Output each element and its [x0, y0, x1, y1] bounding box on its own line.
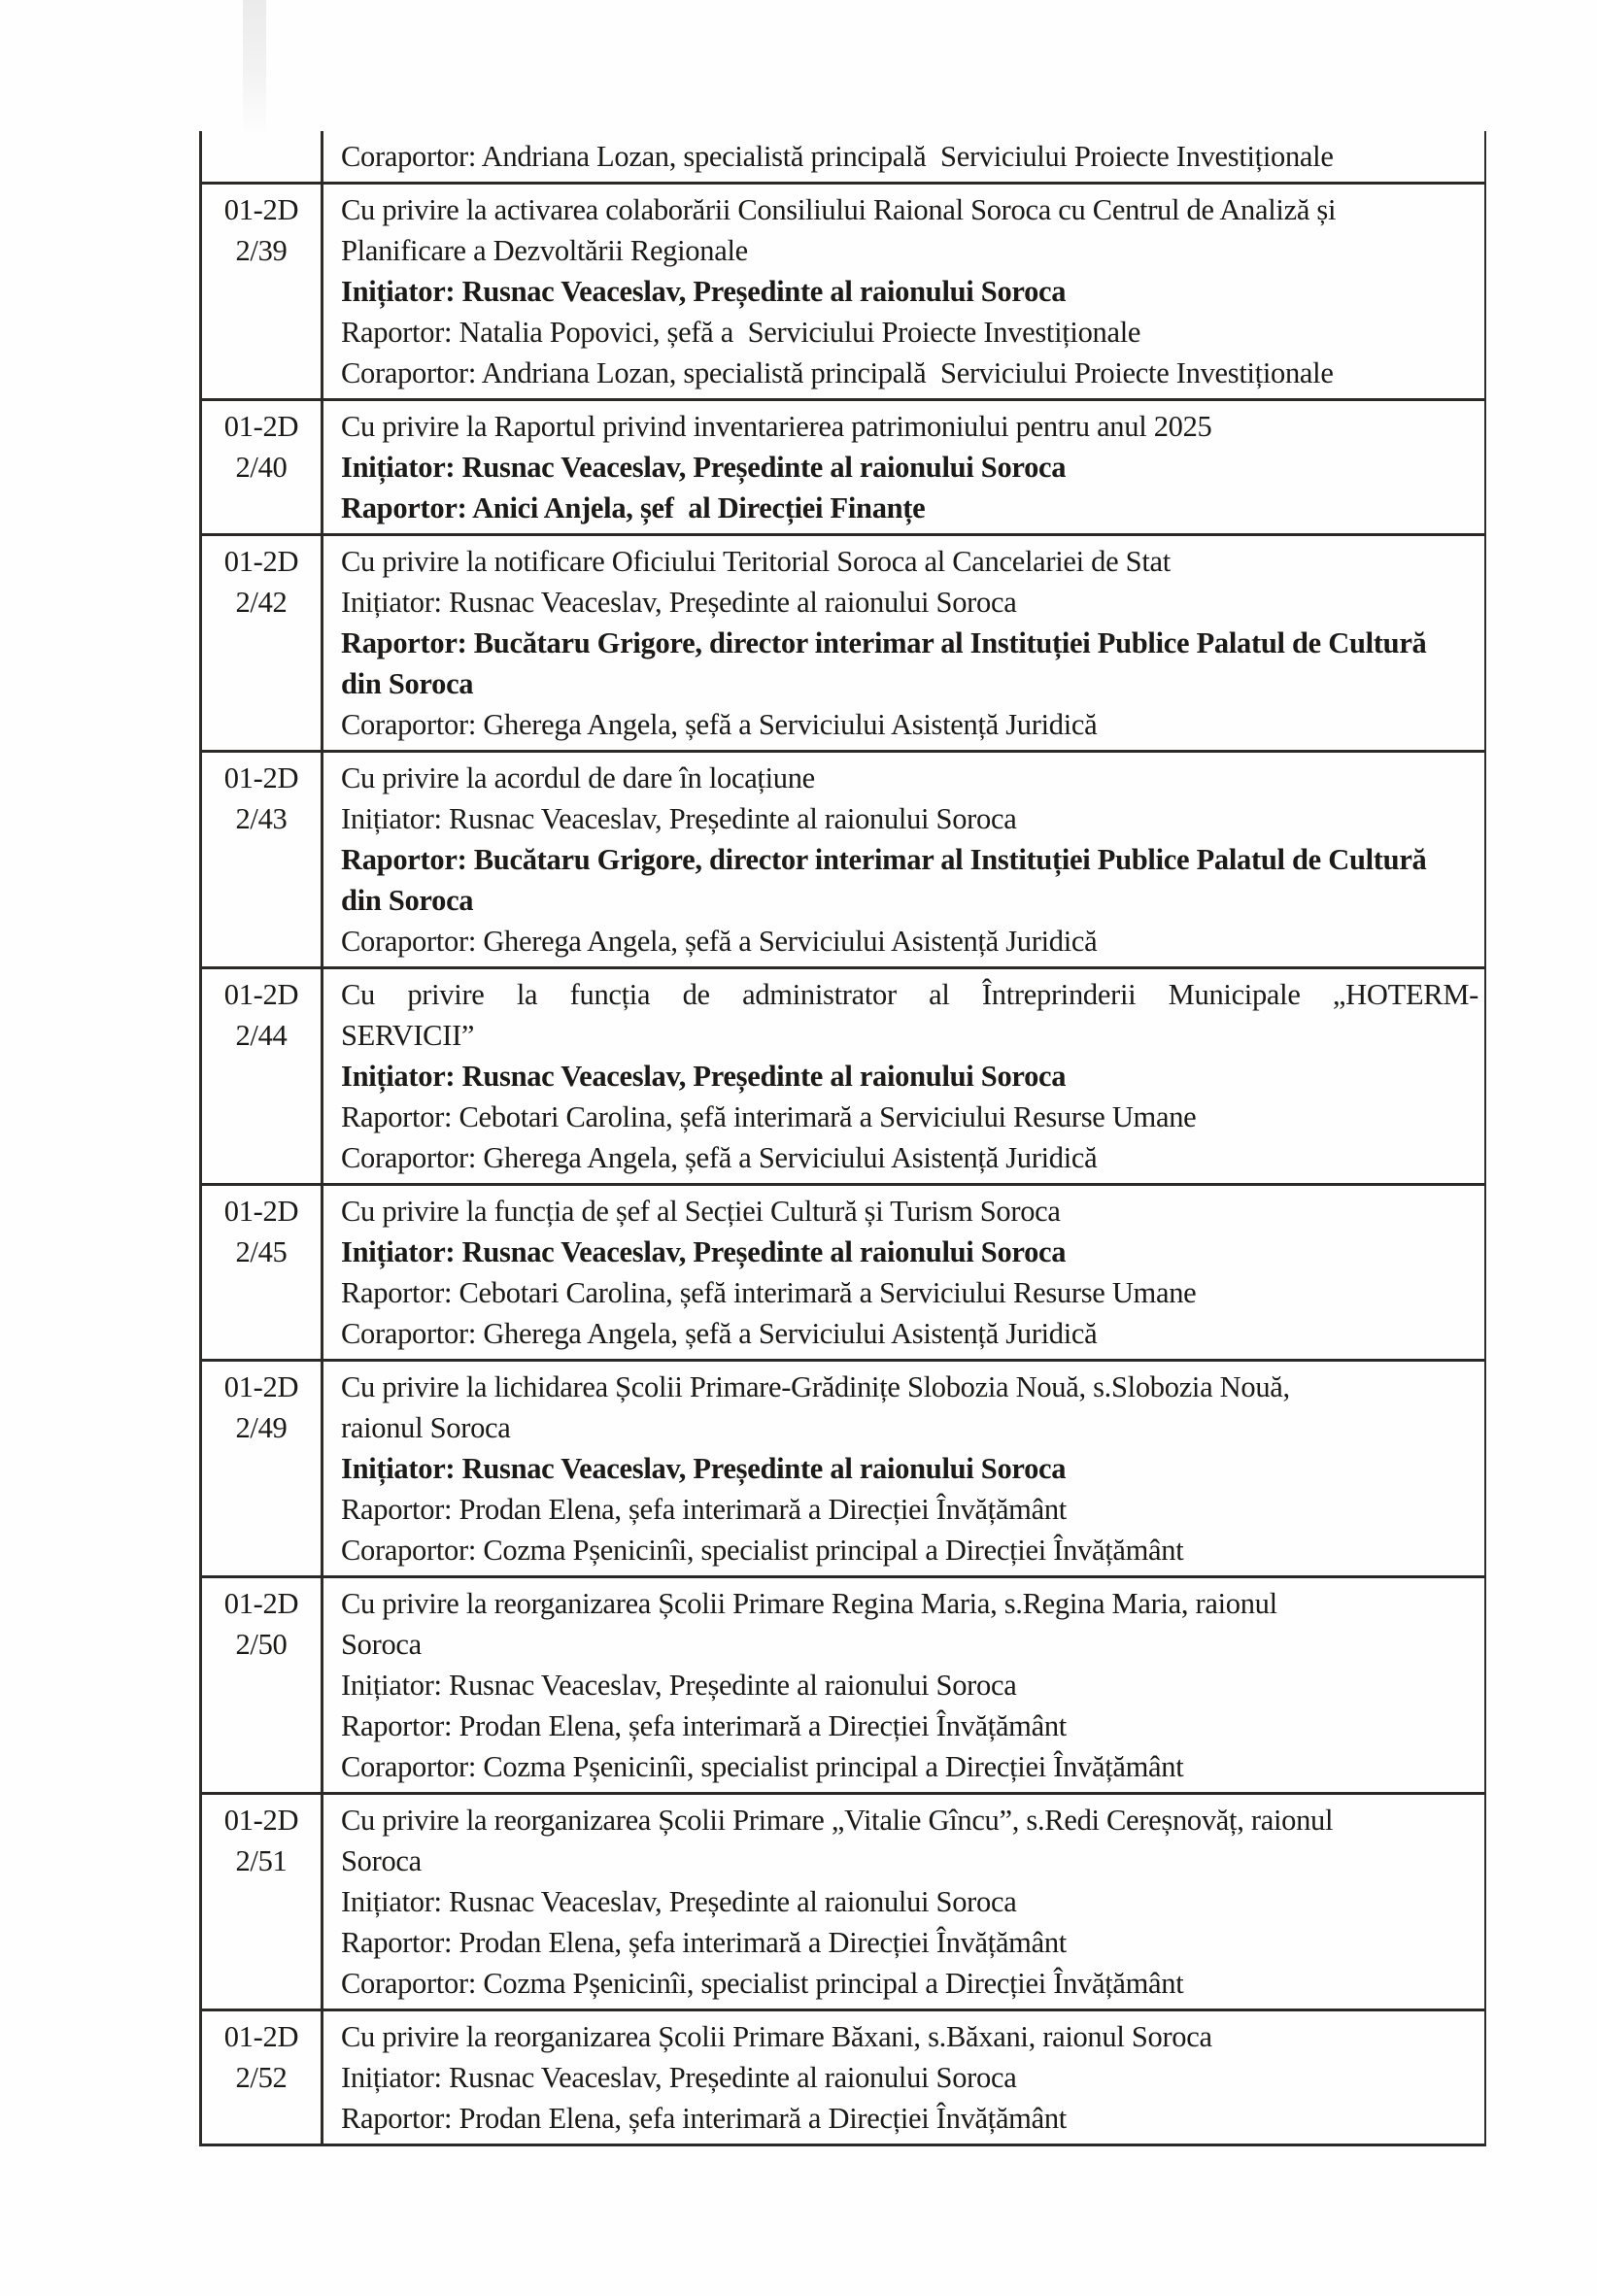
row-content-cell — [323, 185, 1484, 398]
content-line: Coraportor: Cozma Pșenicinîi, specialist principal a Direcției Învățământ — [341, 1750, 1184, 1783]
content-line: Soroca — [341, 1628, 422, 1661]
content-line: Cu privire la Raportul privind inventarierea patrimoniului pentru anul 2025 — [341, 410, 1212, 443]
content-line: Coraportor: Gherega Angela, șefă a Serviciului Asistență Juridică — [341, 925, 1098, 958]
row-id-number: 2/45 — [235, 1235, 288, 1268]
table-row — [202, 131, 1484, 185]
agenda-table — [199, 131, 1486, 2146]
content-line: Cu privire la activarea colaborării Consiliului Raional Soroca cu Centrul de Analiză și — [341, 193, 1337, 226]
table-row — [202, 1186, 1484, 1362]
row-id-cell — [202, 1186, 323, 1359]
row-content-cell — [323, 1795, 1484, 2009]
row-id-cell — [202, 131, 323, 182]
table-row — [202, 1362, 1484, 1578]
row-id-cell — [202, 753, 323, 966]
row-id-cell — [202, 401, 323, 533]
content-line: Raportor: Bucătaru Grigore, director interimar al Instituției Publice Palatul de Cultură — [341, 843, 1427, 876]
content-line: Cu privire la reorganizarea Școlii Primare „Vitalie Gîncu”, s.Redi Cereșnovăț, raionul — [341, 1804, 1334, 1837]
content-line: Raportor: Prodan Elena, șefa interimară a Direcției Învățământ — [341, 1926, 1067, 1959]
row-id-number: 2/43 — [235, 802, 288, 835]
row-id-code: 01-2D — [223, 2020, 299, 2053]
content-line: din Soroca — [341, 884, 474, 917]
content-line: raionul Soroca — [341, 1411, 511, 1444]
content-line: Coraportor: Gherega Angela, șefă a Serviciului Asistență Juridică — [341, 1141, 1098, 1174]
content-line: Cu privire la reorganizarea Școlii Primare Băxani, s.Băxani, raionul Soroca — [341, 2020, 1212, 2053]
table-row — [202, 969, 1484, 1186]
table-row — [202, 401, 1484, 536]
row-content-cell — [323, 1362, 1484, 1575]
content-line: Raportor: Prodan Elena, șefa interimară a Direcției Învățământ — [341, 2102, 1067, 2135]
row-id-code: 01-2D — [223, 193, 299, 226]
content-line: Cu privire la acordul de dare în locațiune — [341, 761, 815, 794]
row-id-number: 2/44 — [235, 1019, 288, 1052]
row-content-cell — [323, 969, 1484, 1183]
content-line: Inițiator: Rusnac Veaceslav, Președinte al raionului Soroca — [341, 275, 1067, 308]
table-row — [202, 536, 1484, 753]
content-line: Inițiator: Rusnac Veaceslav, Președinte al raionului Soroca — [341, 1235, 1067, 1268]
row-id-cell — [202, 2011, 323, 2144]
content-line: Raportor: Prodan Elena, șefa interimară a Direcției Învățământ — [341, 1493, 1067, 1526]
row-id-code: 01-2D — [223, 1195, 299, 1228]
content-line: Raportor: Natalia Popovici, șefă a Serviciului Proiecte Investiționale — [341, 316, 1141, 349]
scan-artifact — [243, 0, 266, 136]
content-line: Raportor: Anici Anjela, șef al Direcției Finanțe — [341, 491, 926, 524]
content-line: Inițiator: Rusnac Veaceslav, Președinte al raionului Soroca — [341, 2061, 1017, 2094]
row-id-code: 01-2D — [223, 545, 299, 578]
row-id-code: 01-2D — [223, 1804, 299, 1837]
content-line: Cu privire la funcția de administrator al Întreprinderii Municipale „HOTERM- — [341, 978, 1478, 1011]
row-id-number: 2/39 — [235, 234, 288, 267]
content-line: Raportor: Cebotari Carolina, șefă interimară a Serviciului Resurse Umane — [341, 1276, 1197, 1309]
content-line: Cu privire la notificare Oficiului Teritorial Soroca al Cancelariei de Stat — [341, 545, 1171, 578]
row-id-code: 01-2D — [223, 761, 299, 794]
row-id-number: 2/52 — [235, 2061, 288, 2094]
row-id-number: 2/42 — [235, 586, 288, 619]
content-line: Inițiator: Rusnac Veaceslav, Președinte al raionului Soroca — [341, 451, 1067, 484]
content-line: Soroca — [341, 1844, 422, 1877]
content-line: SERVICII” — [341, 1019, 475, 1052]
table-row — [202, 2011, 1484, 2146]
row-id-code: 01-2D — [223, 410, 299, 443]
row-id-number: 2/49 — [235, 1411, 288, 1444]
content-line: Raportor: Prodan Elena, șefa interimară a Direcției Învățământ — [341, 1709, 1067, 1742]
content-line: Inițiator: Rusnac Veaceslav, Președinte al raionului Soroca — [341, 1669, 1017, 1702]
row-content-cell — [323, 753, 1484, 966]
row-id-code: 01-2D — [223, 1587, 299, 1620]
content-line: Inițiator: Rusnac Veaceslav, Președinte al raionului Soroca — [341, 586, 1017, 619]
content-line: Planificare a Dezvoltării Regionale — [341, 234, 748, 267]
row-content-cell — [323, 1186, 1484, 1359]
row-id-number: 2/50 — [235, 1628, 288, 1661]
table-row — [202, 185, 1484, 401]
content-line: Inițiator: Rusnac Veaceslav, Președinte al raionului Soroca — [341, 1885, 1017, 1918]
content-line: din Soroca — [341, 667, 474, 700]
content-line: Coraportor: Andriana Lozan, specialistă principală Serviciului Proiecte Investiționale — [341, 356, 1334, 389]
row-id-cell — [202, 969, 323, 1183]
row-id-cell — [202, 1795, 323, 2009]
content-line: Coraportor: Gherega Angela, șefă a Serviciului Asistență Juridică — [341, 1317, 1098, 1350]
row-id-number: 2/40 — [235, 451, 288, 484]
row-id-number: 2/51 — [235, 1844, 288, 1877]
content-line: Coraportor: Andriana Lozan, specialistă principală Serviciului Proiecte Investiționale — [341, 140, 1334, 173]
content-line: Cu privire la lichidarea Școlii Primare-Grădinițe Slobozia Nouă, s.Slobozia Nouă, — [341, 1370, 1290, 1403]
table-row — [202, 1578, 1484, 1795]
row-id-code: 01-2D — [223, 1370, 299, 1403]
row-content-cell — [323, 401, 1484, 533]
row-content-cell — [323, 131, 1484, 182]
content-line: Raportor: Cebotari Carolina, șefă interimară a Serviciului Resurse Umane — [341, 1100, 1197, 1133]
content-line: Inițiator: Rusnac Veaceslav, Președinte al raionului Soroca — [341, 1452, 1067, 1485]
row-content-cell — [323, 2011, 1484, 2144]
table-row — [202, 753, 1484, 969]
content-line: Inițiator: Rusnac Veaceslav, Președinte al raionului Soroca — [341, 802, 1017, 835]
row-id-code: 01-2D — [223, 978, 299, 1011]
row-id-cell — [202, 1362, 323, 1575]
table-row — [202, 1795, 1484, 2011]
content-line: Cu privire la reorganizarea Școlii Primare Regina Maria, s.Regina Maria, raionul — [341, 1587, 1277, 1620]
content-line: Cu privire la funcția de șef al Secției Cultură și Turism Soroca — [341, 1195, 1061, 1228]
content-line: Coraportor: Cozma Pșenicinîi, specialist principal a Direcției Învățământ — [341, 1967, 1184, 2000]
content-line: Coraportor: Gherega Angela, șefă a Serviciului Asistență Juridică — [341, 708, 1098, 741]
row-id-cell — [202, 185, 323, 398]
content-line: Inițiator: Rusnac Veaceslav, Președinte al raionului Soroca — [341, 1060, 1067, 1093]
row-id-cell — [202, 536, 323, 750]
content-line: Raportor: Bucătaru Grigore, director interimar al Instituției Publice Palatul de Cultură — [341, 626, 1427, 659]
row-id-cell — [202, 1578, 323, 1792]
row-content-cell — [323, 536, 1484, 750]
content-line: Coraportor: Cozma Pșenicinîi, specialist principal a Direcției Învățământ — [341, 1534, 1184, 1567]
row-content-cell — [323, 1578, 1484, 1792]
